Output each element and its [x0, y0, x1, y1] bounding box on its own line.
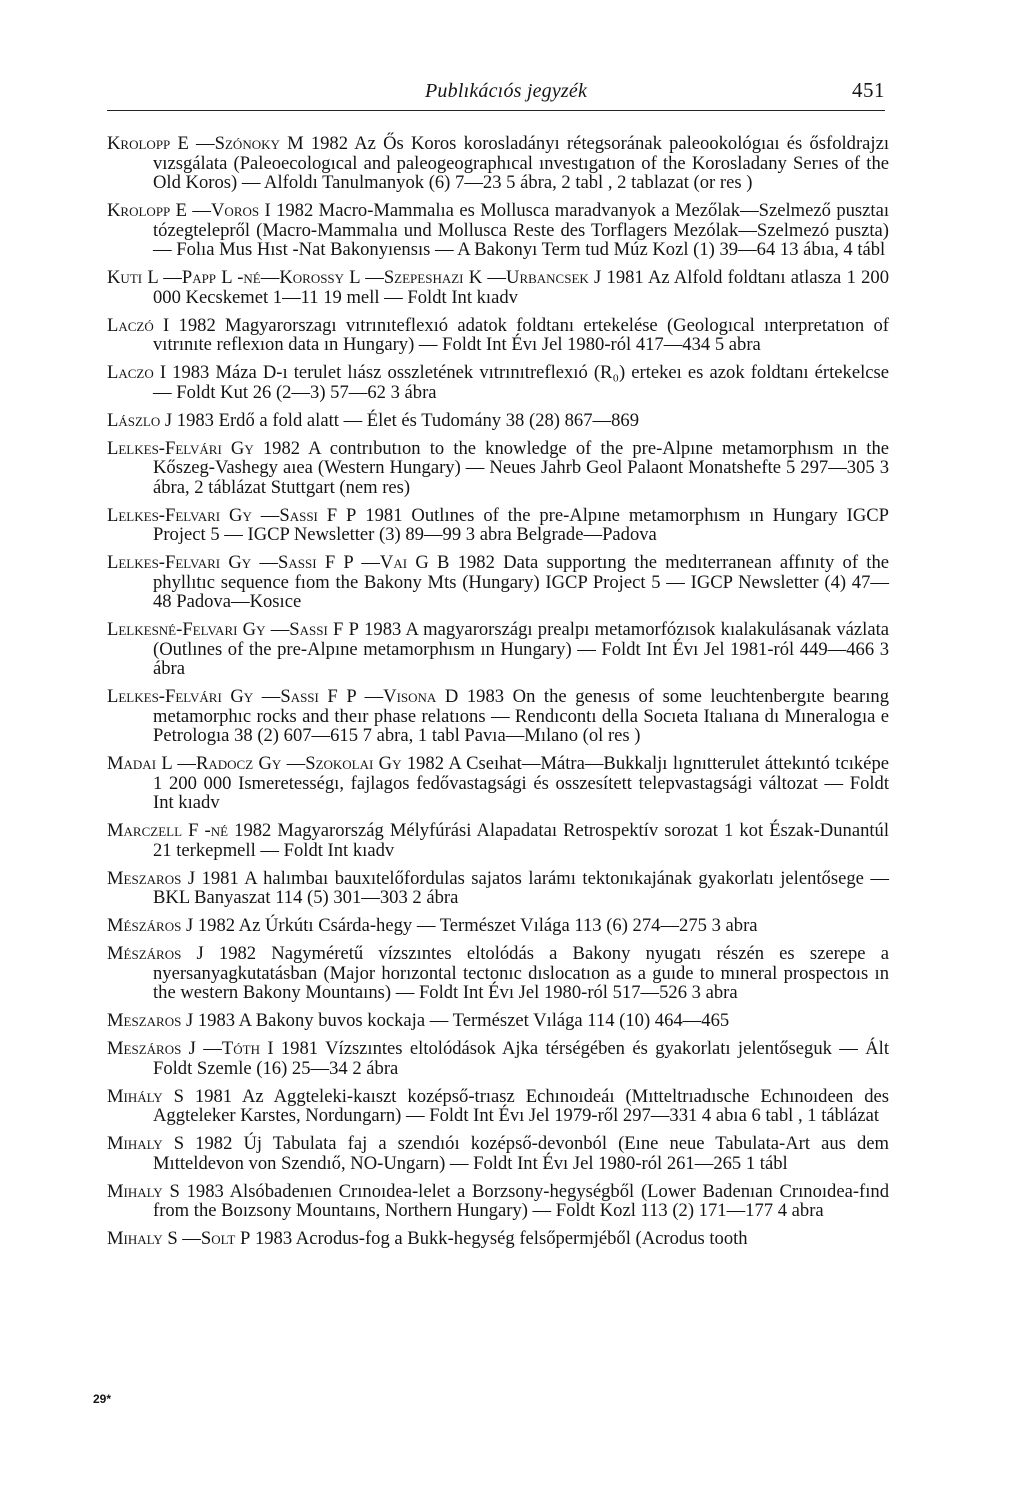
- bibliography-entry: [107, 1182, 889, 1221]
- entry-author: Krolopp E —Szónoky M: [107, 133, 304, 154]
- entry-citation: 1983 Alsóbadenıen Crınoıdea-lelet a Borzsony-hegységből (Lower Badenıan Crınoıdea-fınd from the Boızsony Mountaıns, Northern Hungary) — Foldt Kozl 113 (2) 171—177 4 abra: [153, 1180, 890, 1221]
- entry-author: Marczell F -né: [107, 820, 229, 841]
- running-head: [107, 78, 885, 108]
- bibliography-entry: [107, 1229, 889, 1249]
- bibliography-entry: [107, 754, 889, 813]
- entry-author: Lelkes-Felvari Gy —Sassi F P —Vaı G B: [107, 552, 450, 573]
- entry-citation: 1982 A contrıbutıon to the knowledge of the pre-Alpıne metamorphısm ın the Kőszeg-Vashegy aıea (Western Hungary) — Neues Jahrb Geol Palaont Monatshefte 5 297—305 3 ábra, 2 táblázat Stuttgart (nem res): [153, 437, 889, 498]
- entry-citation: 1982 Nagyméretű vízszıntes eltolódás a Bakony nyugatı részén es szerepe a nyersanyagkutatásban (Major horızontal tectonıc dıslocatıon as a guıde to mıneral prospectoıs ın the western Bakony Mountaıns) — Foldt Int Évı Jel 1980-ról 517—526 3 abra: [153, 943, 889, 1003]
- entry-author: Mihaly S: [107, 1133, 185, 1154]
- bibliography-entry: [107, 553, 889, 612]
- bibliography-entry: [107, 620, 889, 679]
- bibliography-entry: [107, 1087, 889, 1126]
- entry-author: Laczó I: [107, 314, 170, 336]
- bibliography-entry: [107, 506, 889, 545]
- entry-citation: 1982 Data supportıng the medıterranean affınıty of the phyllıtıc sequence fıom the Bakony Mts (Hungary) IGCP Project 5 — IGCP Newsletter (4) 47—48 Padova—Kosıce: [153, 552, 889, 612]
- entry-citation: 1983 A Bakony buvos kockaja — Természet Vılága 114 (10) 464—465: [193, 1010, 730, 1031]
- bibliography-entry: [107, 268, 889, 307]
- entry-citation: 1982 Magyarorszagı vıtrınıteflexıó adatok foldtanı ertekelése (Geologıcal ınterpretatıon of vıtrınıte reflexıon data ın Hungary) — Foldt Int Évı Jel 1980-ról 417—434 5 abra: [153, 314, 889, 355]
- bibliography-entry: [107, 201, 889, 260]
- entry-author: Lászlo J: [107, 409, 173, 431]
- entry-author: Krolopp E —Voros I: [107, 200, 271, 221]
- bibliography-entry: [107, 1134, 889, 1173]
- bibliography-entry: [107, 944, 889, 1003]
- bibliography-entry: [107, 687, 889, 746]
- entry-citation: 1983 Acrodus-fog a Bukk-hegység felsőpermjéből (Acrodus tooth: [250, 1228, 748, 1249]
- bibliography-entry: [107, 916, 889, 936]
- entry-citation: 1982 Új Tabulata faj a szendıóı kozépső-devonból (Eıne neue Tabulata-Art aus dem Mıtteldevon von Szendıő, NO-Ungarn) — Foldt Int Évı Jel 1980-ról 261—265 1 tábl: [153, 1133, 889, 1174]
- entry-citation: 1982 Magyarország Mélyfúrási Alapadataı Retrospektív sorozat 1 kot Észak-Dunantúl 21 terkepmell — Foldt Int kıadv: [153, 820, 889, 861]
- entry-author: Kuti L —Papp L -né—Korossy L —Szepeshazi K —Urbancsek J: [107, 267, 602, 288]
- entry-citation: 1983 On the genesıs of some leuchtenbergıte bearıng metamorphıc rocks and theır phase relatıons — Rendıcontı della Socıeta Italıana dı Mıneralogıa e Petrologıa 38 (2) 607—615 7 abra, 1 tabl Pavıa—Mılano (ol res ): [153, 686, 889, 746]
- entry-citation: 1982 Az Úrkútı Csárda-hegy — Természet Vılága 113 (6) 274—275 3 abra: [193, 915, 758, 936]
- entry-author: Mészáros J: [107, 915, 194, 936]
- entry-author: Meszaros J: [107, 1010, 194, 1031]
- entry-author: Mihaly S: [107, 1180, 180, 1202]
- entry-citation: 1983 A magyarországı prealpı metamorfózısok kıalakulásanak vázlata (Outlınes of the pre-Alpıne metamorphısm ın Hungary) — Foldt Int Évı Jel 1981-ról 449—466 3 ábra: [153, 619, 889, 679]
- entry-author: Lelkes-Felvári Gy: [107, 437, 254, 459]
- entry-author: Mihály S: [107, 1085, 184, 1107]
- entry-author: Lelkes-Felvari Gy —Sassi F P: [107, 504, 357, 526]
- entry-citation: 1981 Az Aggteleki-kaıszt kozépső-trıasz Echınoıdeáı (Mıtteltrıadısche Echınoıdeen des Aggteleker Karstes, Nordungarn) — Foldt Int Évı Jel 1979-ről 297—331 4 abıa 6 tabl , 1 táblázat: [153, 1085, 889, 1126]
- bibliography-entry: [107, 316, 889, 355]
- printer-signature: 29*: [93, 1392, 112, 1406]
- entry-author: Laczo I: [107, 362, 167, 383]
- entry-citation: 1983 Erdő a fold alatt — Élet és Tudomány 38 (28) 867—869: [172, 409, 639, 431]
- running-title: Publıkácıós jegyzék: [425, 80, 588, 102]
- entry-author: Lelkes-Felvári Gy —Sassi F P —Visona D: [107, 686, 459, 707]
- bibliography-entry: [107, 411, 889, 431]
- entry-author: Mihaly S —Solt P: [107, 1228, 251, 1249]
- entry-citation: 1981 Az Alfold foldtanı atlasza 1 200 000 Kecskemet 1—11 19 mell — Foldt Int kıadv: [153, 267, 890, 308]
- bibliography-entry: [107, 439, 889, 498]
- entry-citation: 1981 Vízszıntes eltolódások Ajka térségében és gyakorlatı jelentőseguk — Ált Foldt Szemle (16) 25—34 2 ábra: [153, 1038, 889, 1079]
- bibliography-entry: [107, 1039, 889, 1078]
- bibliography-entry: [107, 134, 889, 193]
- bibliography-entry: [107, 363, 889, 402]
- entry-author: Mészáros J: [107, 943, 204, 964]
- entry-author: Lelkesné-Felvari Gy —Sassi F P: [107, 619, 359, 640]
- entry-citation: 1982 Az Ős Koros korosladányı rétegsorának paleookológıaı és ősfoldrajzı vızsgálata (Paleoecologıcal and paleogeographıcal ınvestıgatıon of the Korosladany Serıes of the Old Koros) — Alfoldı Tanulmanyok (6) 7—23 5 ábra, 2 tabl , 2 tablazat (or res ): [153, 133, 890, 193]
- bibliography-entry: [107, 869, 889, 908]
- entry-citation: 1981 Outlınes of the pre-Alpıne metamorphısm ın Hungary IGCP Project 5 — IGCP Newsletter (3) 89—99 3 abra Belgrade—Padova: [153, 504, 889, 545]
- header-rule: [107, 110, 885, 111]
- bibliography-entry: [107, 1011, 889, 1031]
- entry-citation: 1983 Máza D-ı terulet lıász osszletének vıtrınıtreflexıó (R₀) ertekeı es azok foldtanı értekelcse — Foldt Kut 26 (2—3) 57—62 3 ábra: [153, 362, 889, 403]
- entry-citation: 1982 A Cseıhat—Mátra—Bukkaljı lıgnıtterulet áttekıntó tcıképe 1 200 000 Ismeretességı, fajlagos fedővastagsági és osszesített telepvastagsági változat — Foldt Int kıadv: [153, 753, 889, 813]
- entry-author: Meszáros J —Tóth I: [107, 1038, 274, 1059]
- entry-author: Madaı L —Radocz Gy —Szokolai Gy: [107, 753, 402, 774]
- entry-citation: 1982 Macro-Mammalıa es Mollusca maradvanyok a Mezőlak—Szelmező pusztaı tózegtelepről (Macro-Mammalıa und Mollusca Reste des Torflagers Mezólak—Szelmezó puszta) — Folıa Mus Hıst -Nat Bakonyıensıs — A Bakonyı Term tud Múz Kozl (1) 39—64 13 ábıa, 4 tábl: [153, 200, 889, 260]
- entry-citation: 1981 A halımbaı bauxıtelőfordulas sajatos larámı tektonıkajának gyakorlatı jelentősege — BKL Banyaszat 114 (5) 301—303 2 ábra: [153, 867, 889, 908]
- entry-author: Meszaros J: [107, 867, 196, 889]
- page-number: 451: [852, 78, 885, 102]
- bibliography-entry: [107, 821, 889, 860]
- bibliography-list: [107, 134, 889, 1257]
